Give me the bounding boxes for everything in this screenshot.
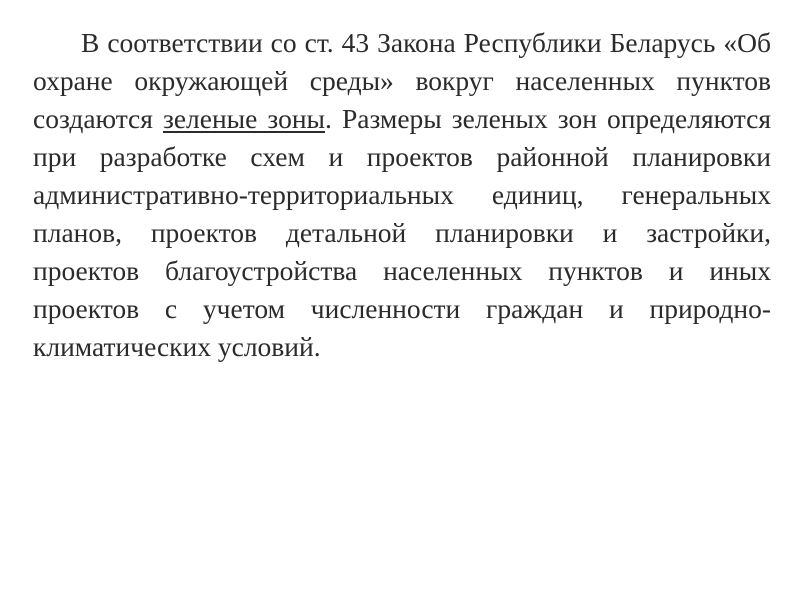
paragraph-text-end: . Размеры зеленых зон определяются при разработке схем и проектов районной планировки административно-территориальных единиц, генеральных планов, проектов детальной планировки и застройки, проектов благоустройства населенных пунктов и иных проектов с учетом численности граждан и природно-климатических условий. xyxy=(33,103,771,362)
paragraph-text-start: В соответствии со ст. 43 Закона Республики Беларусь «Об охране окружающей среды» вокруг населенных пунктов создаются xyxy=(33,27,771,134)
underlined-term-green-zones: зеленые зоны xyxy=(162,103,326,134)
body-paragraph xyxy=(33,24,771,366)
